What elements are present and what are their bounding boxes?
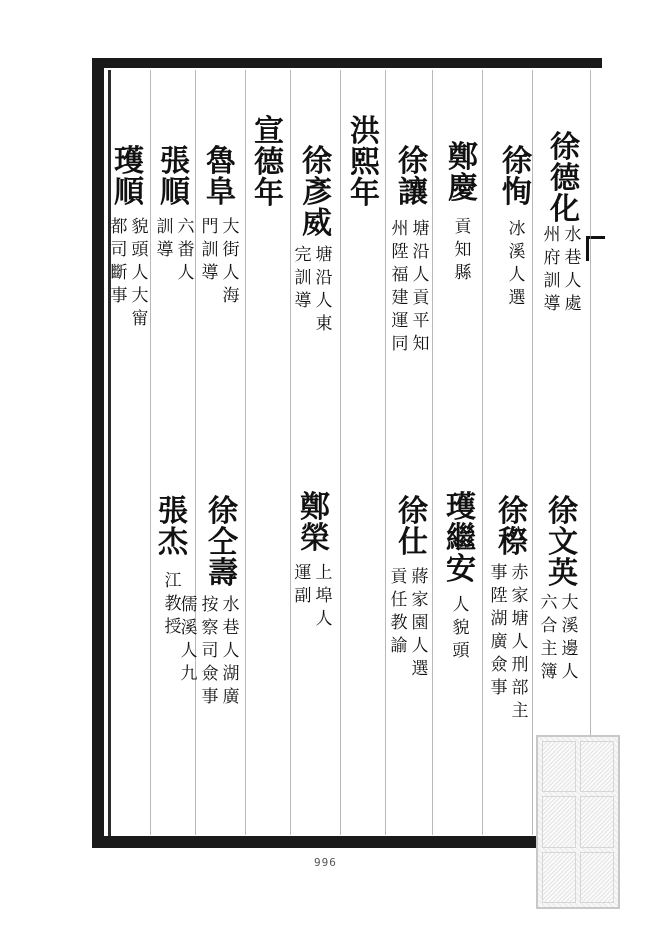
entry-name: 瓁 順 [114, 144, 144, 210]
entry-notes: 人 貌 頭 [452, 595, 470, 661]
entry-notes: 冰 溪 人 選 [508, 219, 526, 308]
column-rule [432, 70, 433, 835]
entry-name: 鄭 榮 [300, 490, 330, 556]
column-rule [385, 70, 386, 835]
page-number: 996 [314, 856, 337, 869]
column-rule [590, 70, 591, 835]
entry-name: 徐 德 化 [550, 130, 580, 227]
entry-notes: 上 埠 人 運 副 [294, 563, 333, 629]
column-rule [195, 70, 196, 835]
entry-name: 徐 仝 壽 [208, 494, 238, 591]
entry-notes: 蔣 家 園 人 選 貢 任 教 諭 [390, 567, 429, 679]
column-rule [290, 70, 291, 835]
reign-heading: 洪 熙 年 [350, 114, 380, 211]
entry-name: 張 順 [160, 144, 190, 210]
entry-name: 瓁 繼 安 [446, 490, 476, 587]
frame-left-inner-line [108, 70, 111, 840]
entry-notes: 塘 沿 人 東 完 訓 導 [294, 245, 333, 334]
entry-notes: 六 畨 人 訓 導 [156, 217, 195, 283]
entry-notes: 大 街 人 海 門 訓 導 [201, 217, 240, 306]
entry-notes: 赤 家 塘 人 刑 部 主 事 陞 湖 廣 僉 事 [490, 563, 529, 721]
reign-heading: 宣 德 年 [254, 114, 284, 211]
entry-notes: 貢 知 縣 [454, 217, 472, 283]
entry-name: 徐 讓 [398, 144, 428, 210]
entry-name: 徐 穄 [498, 494, 528, 560]
entry-name: 鄭 慶 [448, 140, 478, 206]
entry-name: 徐 文 英 [548, 494, 578, 591]
entry-notes: 貌 頭 人 大 甯 都 司 斷 事 [110, 217, 149, 329]
entry-notes: 水 巷 人 處 州 府 訓 導 [543, 225, 582, 314]
frame-left-border [92, 58, 104, 848]
entry-name: 徐 恂 [502, 144, 532, 210]
entry-notes: 水 巷 人 湖 廣 按 察 司 僉 事 儒 溪 人 九 [180, 595, 240, 707]
entry-name: 張 杰 [158, 494, 188, 560]
column-rule [150, 70, 151, 835]
column-rule [340, 70, 341, 835]
column-rule [482, 70, 483, 835]
fold-mark [586, 236, 605, 261]
entry-name: 徐 仕 [398, 494, 428, 560]
entry-notes: 塘 沿 人 貢 平 知 州 陞 福 建 運 同 [391, 219, 430, 354]
library-seal-stamp [536, 735, 620, 909]
entry-notes: 江 教 授 [164, 571, 182, 637]
entry-notes: 大 溪 邊 人 六 合 主 簿 [540, 593, 579, 682]
entry-name: 徐 彥 威 [302, 144, 332, 241]
frame-top-border [96, 58, 602, 68]
column-rule [245, 70, 246, 835]
entry-name: 魯 阜 [206, 144, 236, 210]
frame-bottom-border [92, 836, 602, 848]
